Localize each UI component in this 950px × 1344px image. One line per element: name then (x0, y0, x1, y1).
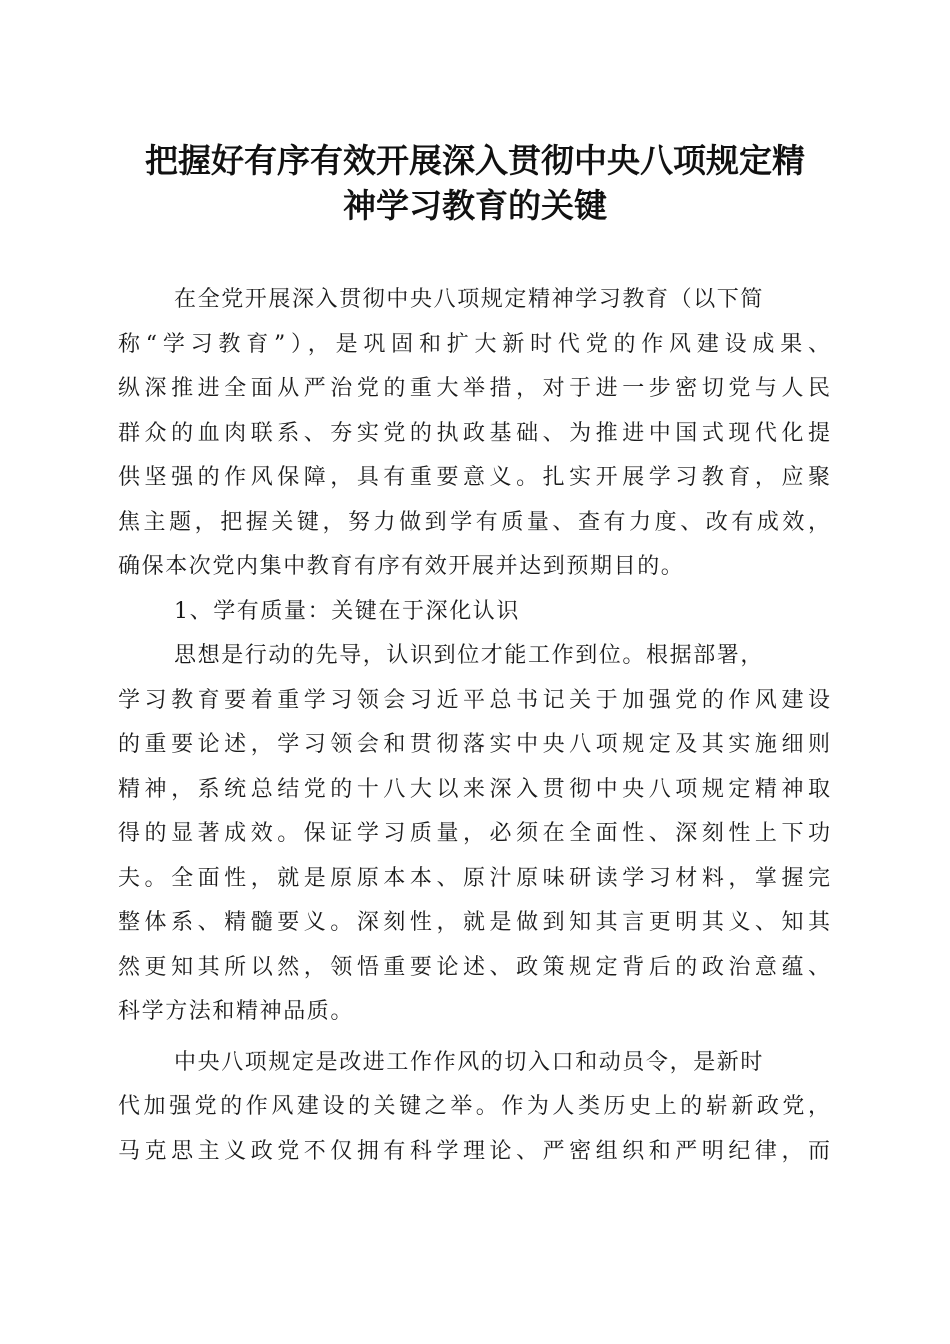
section-heading-text: 1、学有质量：关键在于深化认识 (174, 598, 520, 624)
text-line: 然更知其所以然，领悟重要论述、政策规定背后的政治意蕴、 (118, 954, 830, 980)
text-line: 科学方法和精神品质。 (118, 999, 355, 1024)
text-line: 整体系、精髓要义。深刻性，就是做到知其言更明其义、知其 (118, 910, 830, 935)
text-line: 的重要论述，学习领会和贯彻落实中央八项规定及其实施细则 (118, 732, 830, 757)
text-line: 代加强党的作风建设的关键之举。作为人类历史上的崭新政党， (118, 1094, 830, 1119)
text-line: 精神，系统总结党的十八大以来深入贯彻中央八项规定精神取 (118, 776, 830, 802)
text-line: 中央八项规定是改进工作作风的切入口和动员令，是新时 (174, 1049, 765, 1075)
text-line: 称“学习教育”），是巩固和扩大新时代党的作风建设成果、 (118, 331, 830, 357)
text-line: 学习教育要着重学习领会习近平总书记关于加强党的作风建设 (118, 687, 830, 713)
text-line: 马克思主义政党不仅拥有科学理论、严密组织和严明纪律，而 (118, 1138, 830, 1164)
text-line: 得的显著成效。保证学习质量，必须在全面性、深刻性上下功 (118, 821, 830, 846)
document-body (118, 278, 830, 1174)
text-line: 在全党开展深入贯彻中央八项规定精神学习教育（以下简 (174, 287, 765, 312)
document-title (100, 138, 850, 228)
paragraph-intro (118, 278, 830, 590)
text-line: 群众的血肉联系、夯实党的执政基础、为推进中国式现代化提 (118, 420, 830, 446)
title-line: 把握好有序有效开展深入贯彻中央八项规定精 (145, 141, 805, 180)
paragraph (118, 634, 830, 1035)
text-line: 供坚强的作风保障，具有重要意义。扎实开展学习教育，应聚 (118, 465, 830, 490)
text-line: 思想是行动的先导，认识到位才能工作到位。根据部署， (174, 643, 765, 668)
paragraph (118, 1041, 830, 1175)
section-heading (118, 590, 830, 635)
text-line: 夫。全面性，就是原原本本、原汁原味研读学习材料，掌握完 (118, 865, 830, 891)
title-line: 神学习教育的关键 (343, 186, 607, 225)
text-line: 焦主题，把握关键，努力做到学有质量、查有力度、改有成效， (118, 509, 830, 535)
text-line: 纵深推进全面从严治党的重大举措，对于进一步密切党与人民 (118, 376, 830, 401)
text-line: 确保本次党内集中教育有序有效开展并达到预期目的。 (118, 554, 685, 579)
